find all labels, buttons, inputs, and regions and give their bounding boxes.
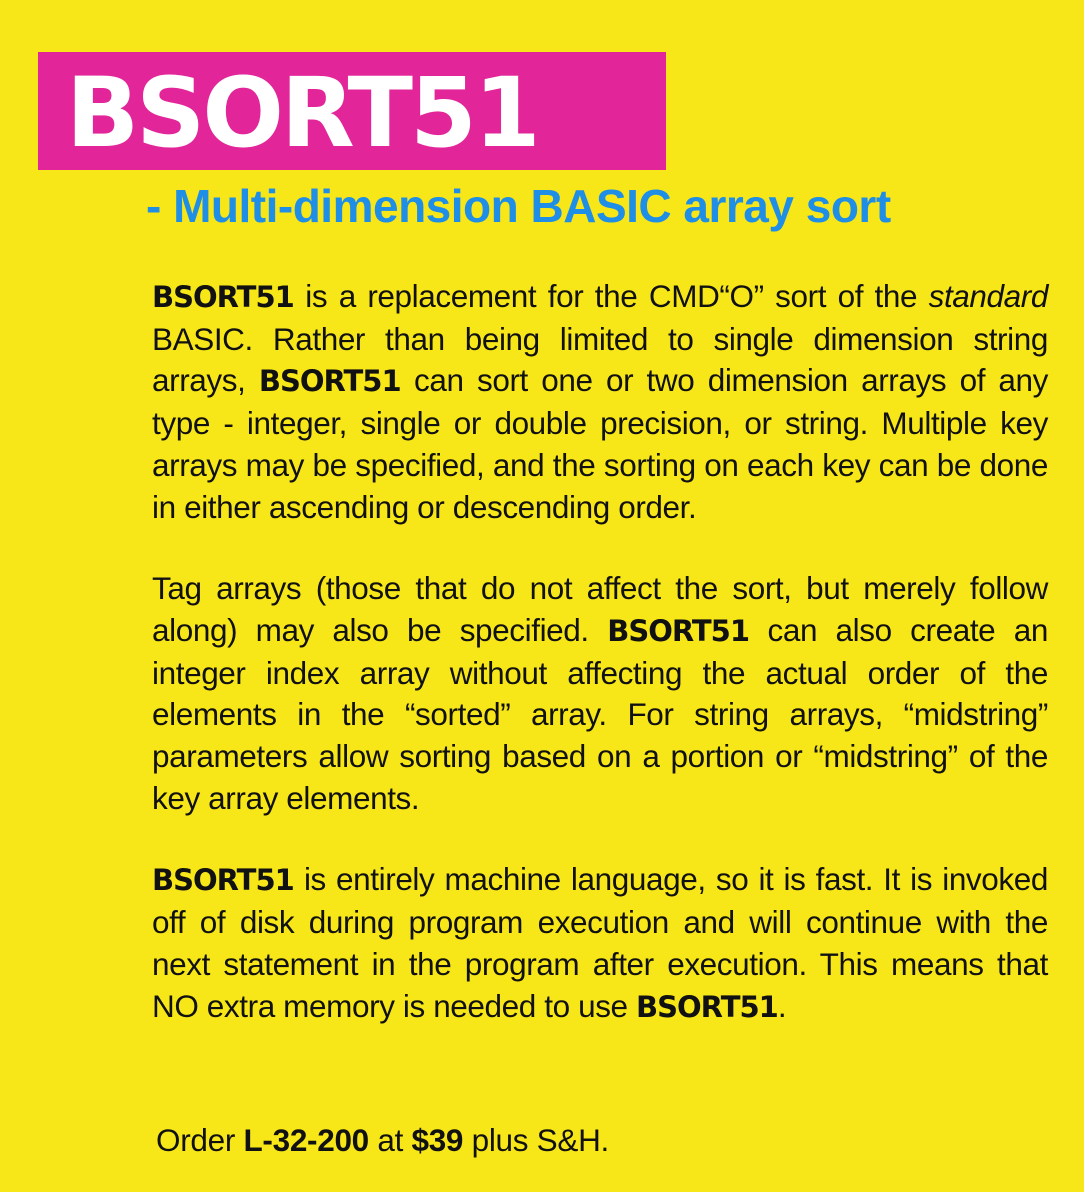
order-middle: at [368, 1122, 412, 1158]
paragraph-3-text-b: . [777, 987, 787, 1024]
paragraph-1-text-a: is a replacement for the CMD“O” sort of the [293, 278, 929, 314]
paragraph-1 [152, 276, 1048, 528]
brand-name: BSORT51 [152, 863, 294, 898]
order-suffix: plus S&H. [463, 1122, 609, 1158]
order-line [156, 1118, 609, 1162]
paragraph-1-italic: standard [928, 278, 1048, 314]
paragraph-2 [152, 568, 1048, 819]
product-title: BSORT51 [66, 57, 538, 169]
paragraph-2-text-b: can also create an integer index array without affecting the actual order of the elements in the “sorted” array. For string arrays, “midstring” parameters allow sorting based on a portion or “midstring” of the key array elements. [152, 611, 1048, 816]
paragraph-3-text-a: is entirely machine language, so it is fast. It is invoked off of disk during program execution and will continue with the next statement in the program after execution. This means that NO extra memory is needed to use [152, 861, 1048, 1024]
order-prefix: Order [156, 1122, 244, 1158]
paragraph-2-text-a: Tag arrays (those that do not affect the sort, but merely follow along) may also be specified. [152, 570, 1048, 648]
paragraph-3 [152, 859, 1048, 1028]
paragraph-1-text-b: BASIC. Rather than being limited to single dimension string arrays, [152, 320, 1048, 399]
brand-name: BSORT51 [258, 364, 401, 399]
product-subtitle: - Multi-dimension BASIC array sort [146, 180, 891, 232]
paragraph-1-text-c: can sort one or two dimension arrays of any type - integer, single or double precision, or string. Multiple key arrays may be specified, and the sorting on each key can be done in either ascending or descending order. [152, 362, 1048, 525]
order-price: $39 [411, 1122, 464, 1158]
description-body [152, 276, 1048, 1028]
brand-name: BSORT51 [636, 989, 778, 1024]
order-code: L-32-200 [243, 1122, 369, 1158]
brand-name: BSORT51 [152, 280, 294, 314]
brand-name: BSORT51 [607, 613, 750, 648]
